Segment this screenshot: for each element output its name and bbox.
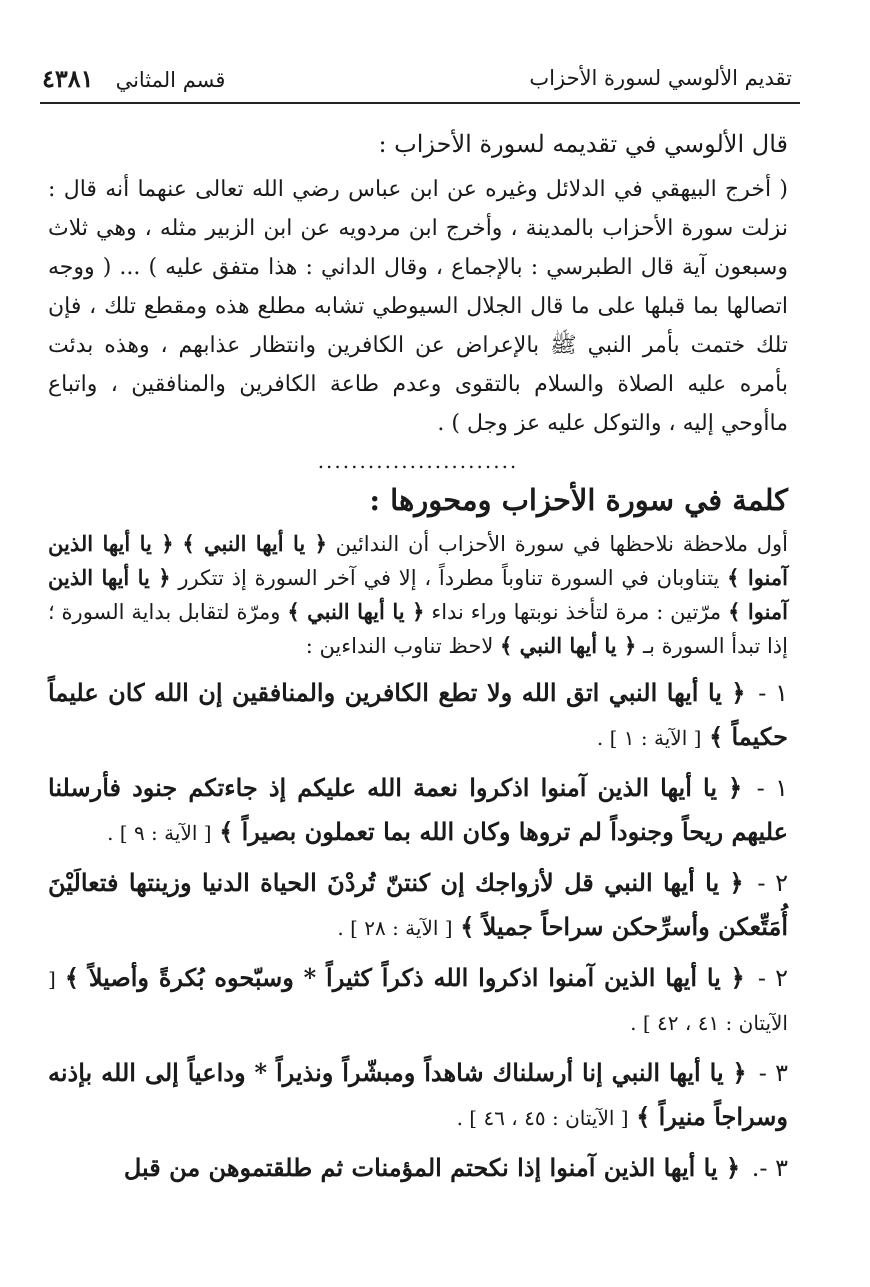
intro-text-5: لاحظ تناوب النداءين : bbox=[305, 634, 494, 658]
intro-call-2: ﴿ يا أيها الذين آمنوا ﴾ bbox=[48, 531, 788, 590]
section-separator: ........................ bbox=[317, 449, 519, 473]
header-rule bbox=[40, 102, 800, 104]
verse-number: ١ - bbox=[756, 774, 788, 802]
verse-number: ١ - bbox=[758, 679, 788, 707]
verse-ref: [ الآيتان : ٤٥ ، ٤٦ ] . bbox=[456, 1106, 629, 1130]
intro-text-1: أول ملاحظة نلاحظها في سورة الأحزاب أن الندائين bbox=[335, 532, 788, 556]
intro-paragraph bbox=[48, 527, 788, 663]
running-title: تقديم الألوسي لسورة الأحزاب bbox=[529, 66, 792, 90]
intro-text-3: مرّتين : مرة لتأخذ نوبتها وراء نداء bbox=[431, 600, 722, 624]
verse-text: ﴿ يا أيها الذين آمنوا إذا نكحتم المؤمنات ثم طلقتموهن من قبل bbox=[123, 1153, 741, 1182]
alusi-quote: ( أخرج البيهقي في الدلائل وغيره عن ابن عباس رضي الله تعالى عنهما أنه قال : نزلت سورة الأحزاب بالمدينة ، وأخرج ابن مردويه عن ابن الزبير مثله ، وهي ثلاث وسبعون آية قال الطبرسي : بالإجماع ، وقال الداني : هذا متفق عليه ) ... ( ووجه اتصالها بما قبلها على ما قال الجلال السيوطي تشابه مطلع هذه ومقطع تلك ، فإن تلك ختمت بأمر النبي ﷺ بالإعراض عن الكافرين وانتظار عذابهم ، وهذه بدئت بأمره عليه الصلاة والسلام بالتقوى وعدم طاعة الكافرين والمنافقين ، واتباع ماأوحي إليه ، والتوكل عليه عز وجل ) . bbox=[48, 177, 788, 436]
alusi-heading: قال الألوسي في تقديمه لسورة الأحزاب : bbox=[378, 130, 788, 158]
verse-text: ﴿ يا أيها الذين آمنوا اذكروا نعمة الله عليكم إذ جاءتكم جنود فأرسلنا عليهم ريحاً وجنوداً لم تروها وكان الله بما تعملون بصيراً ﴾ bbox=[48, 773, 788, 846]
verse-ref: [ الآية : ٩ ] . bbox=[107, 821, 212, 845]
verse-text: ﴿ يا أيها النبي اتق الله ولا تطع الكافرين والمنافقين إن الله كان عليماً حكيماً ﴾ bbox=[48, 678, 788, 751]
verse-text: ﴿ يا أيها النبي قل لأزواجك إن كنتنّ تُردْنَ الحياة الدنيا وزينتها فتعالَيْنَ أُمَتِّعكن وأسرِّحكن سراحاً جميلاً ﴾ bbox=[48, 868, 788, 941]
section-heading: كلمة في سورة الأحزاب ومحورها : bbox=[369, 483, 788, 517]
verse-ref: [ الآية : ١ ] . bbox=[596, 726, 702, 750]
intro-call-1: ﴿ يا أيها النبي ﴾ bbox=[182, 531, 327, 556]
verse-text: ﴿ يا أيها الذين آمنوا اذكروا الله ذكراً كثيراً * وسبّحوه بُكرةً وأصيلاً ﴾ bbox=[64, 963, 745, 992]
header-left-group bbox=[42, 64, 225, 93]
verse-item bbox=[48, 956, 788, 1045]
verse-number: ٣ - bbox=[758, 1059, 788, 1087]
page-header bbox=[42, 58, 792, 98]
verse-ref: [ الآيتان : ٤١ ، ٤٢ ] . bbox=[48, 967, 788, 1035]
intro-text-4: ومرّة لتقابل بداية السورة ؛ إذا تبدأ السورة بـ bbox=[48, 600, 788, 658]
verse-number: ٢ - bbox=[757, 869, 788, 897]
section-label: قسم المثاني bbox=[115, 67, 226, 92]
verse-item bbox=[48, 1051, 788, 1140]
verse-item bbox=[48, 766, 788, 855]
verse-ref: [ الآية : ٢٨ ] . bbox=[337, 916, 453, 940]
intro-text-2: يتناوبان في السورة تناوباً مطرداً ، إلا في آخر السورة إذ تتكرر bbox=[178, 566, 720, 590]
verse-item bbox=[48, 1146, 788, 1191]
verse-number: ٣ -. bbox=[751, 1154, 788, 1182]
verse-number: ٢ - bbox=[757, 964, 788, 992]
intro-call-3: ﴿ يا أيها الذين آمنوا ﴾ bbox=[48, 565, 789, 624]
verse-item bbox=[48, 861, 788, 950]
verse-item bbox=[48, 671, 788, 760]
page-content bbox=[48, 120, 788, 1197]
verse-text: ﴿ يا أيها النبي إنا أرسلناك شاهداً ومبشّراً ونذيراً * وداعياً إلى الله بإذنه وسراجاً منيراً ﴾ bbox=[48, 1058, 788, 1131]
intro-call-5: ﴿ يا أيها النبي ﴾ bbox=[500, 633, 637, 658]
page-number: ٤٣٨١ bbox=[42, 63, 94, 93]
intro-call-4: ﴿ يا أيها النبي ﴾ bbox=[287, 599, 425, 624]
